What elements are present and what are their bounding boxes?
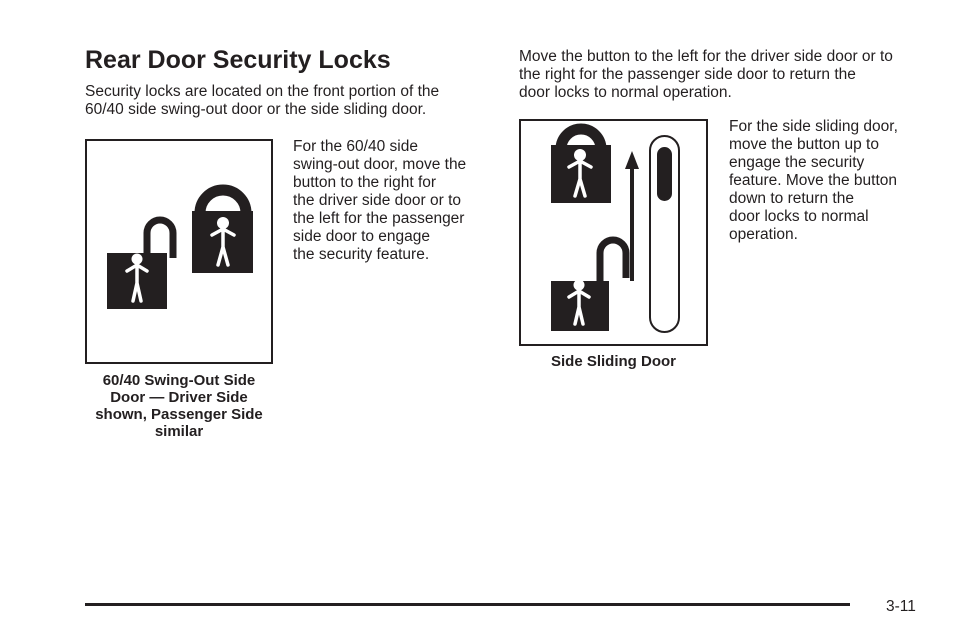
swing-out-door-figure: [85, 139, 273, 364]
paragraph-line: For the side sliding door,: [729, 118, 898, 135]
paragraph-line: Move the button to the left for the driver side door or to: [519, 48, 893, 65]
intro-line: Security locks are located on the front portion of the: [85, 83, 440, 100]
paragraph-line: the right for the passenger side door to return the: [519, 66, 856, 83]
paragraph-line: operation.: [729, 226, 798, 243]
paragraph-line: side door to engage: [293, 228, 431, 245]
intro-paragraph: [85, 83, 439, 119]
paragraph-line: engage the security: [729, 154, 865, 171]
section-title: Rear Door Security Locks: [85, 46, 391, 74]
normal-operation-paragraph: [519, 48, 893, 102]
unlocked-padlock-child-icon: [551, 240, 626, 331]
intro-line: 60/40 side swing-out door or the side sliding door.: [85, 101, 427, 118]
paragraph-line: door locks to normal operation.: [519, 84, 732, 101]
paragraph-line: swing-out door, move the: [293, 156, 467, 173]
page-number: 3-11: [886, 598, 916, 615]
footer-rule: [85, 603, 850, 606]
paragraph-line: door locks to normal: [729, 208, 869, 225]
sliding-door-caption: Side Sliding Door: [550, 353, 676, 370]
paragraph-line: feature. Move the button: [729, 172, 898, 189]
paragraph-line: button to the right for: [293, 174, 437, 191]
locked-padlock-child-icon: [551, 129, 611, 203]
caption-line: similar: [154, 423, 204, 440]
sliding-door-paragraph: [729, 118, 898, 244]
caption-line: 60/40 Swing-Out Side: [102, 372, 256, 389]
caption-line: shown, Passenger Side: [95, 406, 263, 423]
paragraph-line: For the 60/40 side: [293, 138, 418, 155]
unlocked-padlock-child-icon: [107, 220, 173, 309]
paragraph-line: down to return the: [729, 190, 854, 207]
paragraph-line: the driver side door or to: [293, 192, 462, 209]
caption-line: Door — Driver Side: [110, 389, 248, 406]
paragraph-line: move the button up to: [729, 136, 879, 153]
swing-out-paragraph: [293, 138, 466, 264]
paragraph-line: the security feature.: [293, 246, 430, 263]
locked-padlock-child-icon: [192, 190, 253, 273]
paragraph-line: the left for the passenger: [293, 210, 465, 227]
sliding-door-figure: [519, 119, 708, 346]
swing-out-caption: [85, 372, 273, 440]
slide-button-icon: [650, 136, 679, 332]
